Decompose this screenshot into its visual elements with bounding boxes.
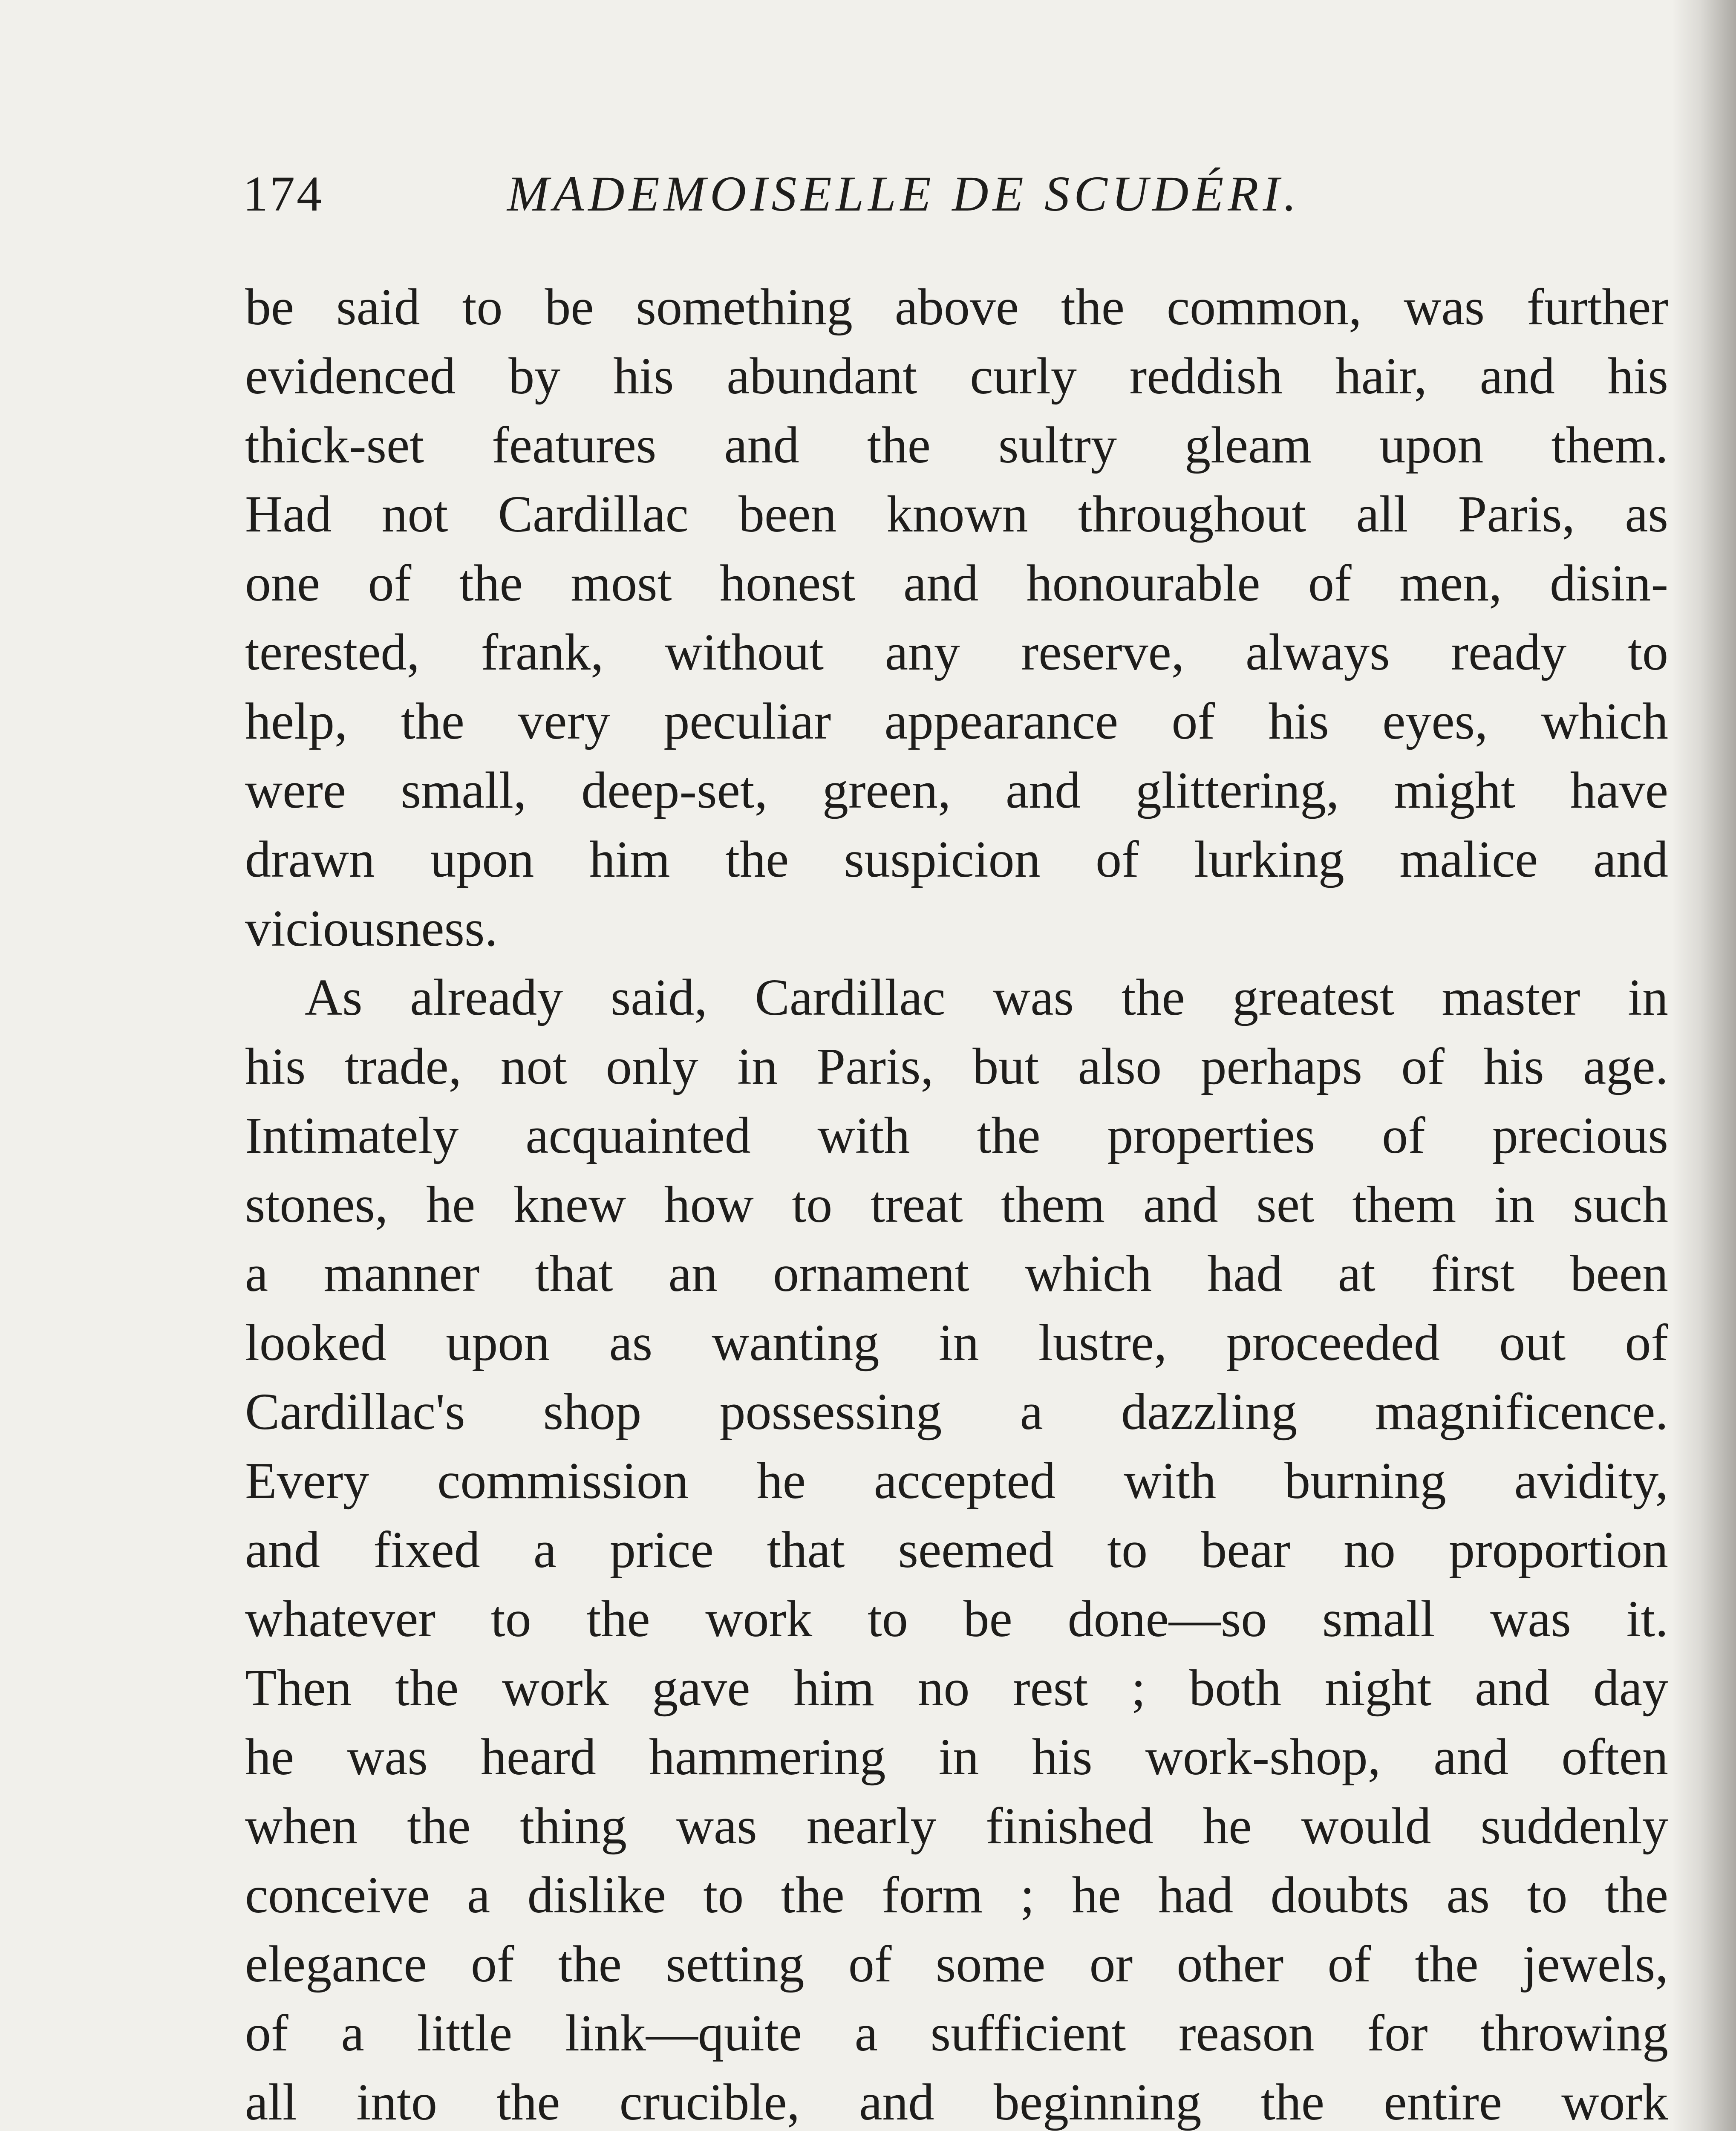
text-line: viciousness.	[245, 900, 498, 957]
text-line: terested, frank, without any reserve, always ready to	[245, 624, 1668, 681]
running-title: MADEMOISELLE DE SCUDÉRI.	[507, 166, 1301, 222]
text-line: Cardillac's shop possessing a dazzling magnificence.	[245, 1383, 1668, 1441]
text-line: elegance of the setting of some or other of the jewels,	[245, 1935, 1668, 1993]
text-line: evidenced by his abundant curly reddish hair, and his	[245, 347, 1668, 405]
text-line: Every commission he accepted with burning avidity,	[245, 1452, 1668, 1510]
text-line: help, the very peculiar appearance of his eyes, which	[245, 693, 1668, 750]
text-line: be said to be something above the common, was further	[245, 278, 1668, 336]
text-line: whatever to the work to be done—so small was it.	[245, 1590, 1668, 1648]
text-line: he was heard hammering in his work-shop, and often	[245, 1728, 1668, 1786]
text-line: Intimately acquainted with the properties of precious	[245, 1107, 1668, 1164]
text-line: were small, deep-set, green, and glittering, might have	[245, 762, 1668, 819]
text-line: of a little link—quite a sufficient reason for throwing	[245, 2004, 1668, 2062]
page-header	[243, 156, 1662, 232]
text-line: his trade, not only in Paris, but also perhaps of his age.	[245, 1038, 1668, 1095]
text-line: Then the work gave him no rest ; both night and day	[245, 1659, 1668, 1717]
text-line: and fixed a price that seemed to bear no proportion	[245, 1521, 1668, 1579]
text-line: looked upon as wanting in lustre, proceeded out of	[245, 1314, 1668, 1372]
body-text	[245, 273, 1668, 2131]
text-line: a manner that an ornament which had at first been	[245, 1245, 1668, 1302]
text-line: one of the most honest and honourable of men, disin-	[245, 554, 1668, 612]
text-line: when the thing was nearly finished he would suddenly	[245, 1797, 1668, 1855]
page-number: 174	[243, 166, 323, 222]
text-line: conceive a dislike to the form ; he had doubts as to the	[245, 1866, 1668, 1924]
text-line: drawn upon him the suspicion of lurking malice and	[245, 831, 1668, 888]
paragraph	[245, 273, 1668, 963]
text-line: As already said, Cardillac was the greatest master in	[305, 969, 1668, 1026]
text-line: all into the crucible, and beginning the entire work	[245, 2073, 1668, 2131]
text-line: thick-set features and the sultry gleam upon them.	[245, 416, 1668, 474]
text-line: Had not Cardillac been known throughout all Paris, as	[245, 485, 1668, 543]
binding-shadow	[1672, 0, 1736, 2131]
paragraph	[245, 963, 1668, 2131]
text-line: stones, he knew how to treat them and set them in such	[245, 1176, 1668, 1233]
